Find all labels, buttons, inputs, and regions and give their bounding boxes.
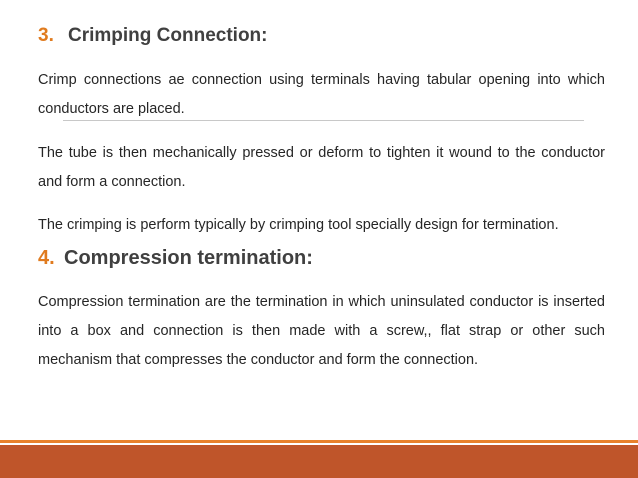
section-3-paragraph-3: The crimping is perform typically by crimping tool specially design for termination. — [38, 217, 559, 233]
section-4-paragraph-1: Compression termination are the termination in which uninsulated conductor is inserted into a box and connection is then made with a screw,, flat strap or other such mechanism that compresses the conductor and form the connection. — [38, 294, 605, 368]
footer-bar — [0, 445, 638, 478]
section-4-number: 4. — [38, 247, 55, 269]
section-3-number: 3. — [38, 25, 54, 46]
divider-line — [63, 120, 584, 121]
section-3-paragraph-2: The tube is then mechanically pressed or deform to tighten it wound to the conductor and form a connection. — [38, 145, 605, 190]
section-3-heading — [38, 25, 267, 47]
section-3-paragraph-1: Crimp connections ae connection using terminals having tabular opening into which conductors are placed. — [38, 72, 605, 117]
section-3-title: Crimping Connection: — [68, 25, 268, 46]
section-4-heading — [38, 247, 313, 270]
section-4-title: Compression termination: — [64, 247, 313, 269]
footer-accent-line — [0, 440, 638, 443]
